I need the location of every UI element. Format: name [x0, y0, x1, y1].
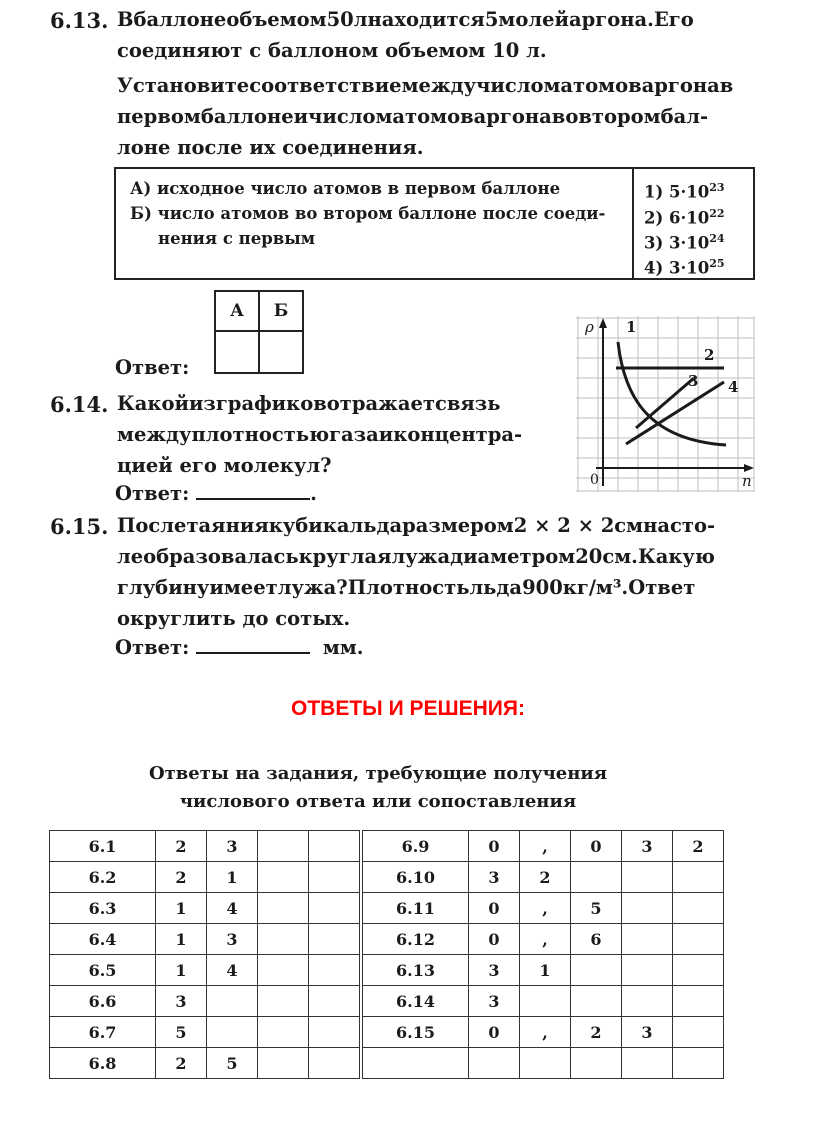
- answer-digit-cell: [309, 1017, 362, 1048]
- task-6-13-instruction-line-1: [117, 70, 755, 101]
- answer-digit-cell: [258, 1017, 309, 1048]
- task-number-cell: 6.15: [361, 1017, 469, 1048]
- word: между: [401, 74, 477, 97]
- matching-item-a: А) исходное число атомов в первом баллоне: [130, 179, 561, 198]
- task-6-13-instruction: [117, 70, 755, 163]
- answer-digit-cell: 2: [571, 1017, 622, 1048]
- word: лужа: [391, 545, 451, 568]
- word: лужа?: [277, 576, 348, 599]
- option-4-exp: 25: [709, 257, 725, 270]
- answers-table-body: [50, 831, 724, 1079]
- answers-table: [49, 830, 724, 1079]
- word: 900: [522, 576, 563, 599]
- graph-curve-label-3: 3: [688, 372, 699, 390]
- table-row: [50, 955, 724, 986]
- word: атомов: [392, 105, 474, 128]
- task-6-14-answer-blank[interactable]: [196, 480, 310, 500]
- word: льда: [349, 514, 403, 537]
- matching-left-column: [116, 169, 634, 278]
- answer-digit-cell: 0: [571, 831, 622, 862]
- answer-digit-cell: [258, 831, 309, 862]
- task-number-cell: 6.4: [50, 924, 156, 955]
- answer-digit-cell: [571, 955, 622, 986]
- task-6-13-line-1: [117, 4, 755, 35]
- answer-digit-cell: ,: [520, 924, 571, 955]
- word: отражает: [326, 392, 435, 415]
- word: бал-: [660, 105, 709, 128]
- answer-digit-cell: [207, 1017, 258, 1048]
- word: аргона: [641, 74, 720, 97]
- task-number-cell: 6.7: [50, 1017, 156, 1048]
- answer-digit-cell: 3: [469, 986, 520, 1017]
- word: таяния: [186, 514, 269, 537]
- task-6-15-line-2: [117, 541, 755, 572]
- answer-digit-cell: 3: [622, 1017, 673, 1048]
- answer-digit-cell: 0: [469, 893, 520, 924]
- answer-grid-6-13: [214, 290, 304, 374]
- word: После: [117, 514, 187, 537]
- answer-digit-cell: 3: [622, 831, 673, 862]
- density-concentration-graph: [576, 316, 756, 492]
- word: кубика: [268, 514, 350, 537]
- graph-x-axis-arrow: [744, 464, 754, 472]
- graph-y-label: ρ: [585, 318, 594, 336]
- answer-digit-cell: 1: [520, 955, 571, 986]
- word: см.: [602, 545, 638, 568]
- answer-digit-cell: [571, 986, 622, 1017]
- option-1-exp: 23: [709, 181, 725, 194]
- word: числом: [476, 74, 561, 97]
- task-6-15-answer-unit: мм.: [322, 636, 364, 659]
- word: Какую: [637, 545, 715, 568]
- word: Плотность: [347, 576, 470, 599]
- graph-origin-label: 0: [590, 472, 599, 488]
- word: и: [293, 105, 309, 128]
- word: глубину: [117, 576, 210, 599]
- answer-digit-cell: [673, 893, 724, 924]
- answer-digit-cell: ,: [520, 893, 571, 924]
- answer-digit-cell: 1: [156, 924, 207, 955]
- task-6-14-number: 6.14.: [50, 392, 109, 417]
- task-6-13-number: 6.13.: [50, 8, 109, 33]
- word: атомов: [560, 74, 642, 97]
- task-6-14-line-1: [117, 388, 540, 419]
- task-6-15-number: 6.15.: [50, 514, 109, 539]
- word: объемом: [226, 8, 327, 31]
- answer-digit-cell: [309, 893, 362, 924]
- answer-digit-cell: 3: [469, 862, 520, 893]
- table-row: [50, 986, 724, 1017]
- answer-digit-cell: [571, 862, 622, 893]
- answers-heading: ОТВЕТЫ И РЕШЕНИЯ:: [291, 697, 525, 720]
- answer-digit-cell: [673, 1048, 724, 1079]
- word: льда: [469, 576, 523, 599]
- word: кг/м³.: [562, 576, 629, 599]
- answer-digit-cell: [309, 924, 362, 955]
- table-row: [50, 924, 724, 955]
- answer-digit-cell: [673, 955, 724, 986]
- task-6-14-answer: [115, 480, 317, 505]
- word: Его: [653, 8, 694, 31]
- answer-digit-cell: [258, 1048, 309, 1079]
- grid-answer-b[interactable]: [259, 331, 303, 373]
- answer-digit-cell: [622, 924, 673, 955]
- answer-digit-cell: 3: [207, 831, 258, 862]
- answer-digit-cell: [622, 862, 673, 893]
- task-number-cell: 6.3: [50, 893, 156, 924]
- word: сто-: [670, 514, 716, 537]
- matching-item-b: Б) число атомов во втором баллоне после соеди-: [130, 204, 606, 223]
- answer-digit-cell: 0: [469, 831, 520, 862]
- answer-digit-cell: [673, 986, 724, 1017]
- task-number-cell: 6.14: [361, 986, 469, 1017]
- table-row: [50, 1048, 724, 1079]
- task-number-cell: 6.2: [50, 862, 156, 893]
- answer-digit-cell: [309, 831, 362, 862]
- answer-digit-cell: [622, 1048, 673, 1079]
- word: на: [643, 514, 671, 537]
- word: в: [719, 74, 734, 97]
- word: числом: [308, 105, 393, 128]
- answer-digit-cell: [520, 1048, 571, 1079]
- word: первом: [117, 105, 201, 128]
- option-3-exp: 24: [709, 232, 725, 245]
- answer-digit-cell: 1: [207, 862, 258, 893]
- answer-digit-cell: 4: [207, 893, 258, 924]
- word: 5: [484, 8, 499, 31]
- answer-digit-cell: [258, 986, 309, 1017]
- word: образовалась: [143, 545, 299, 568]
- answer-digit-cell: 2: [673, 831, 724, 862]
- word: Установите: [117, 74, 250, 97]
- option-4: [644, 251, 725, 282]
- word: имеет: [209, 576, 278, 599]
- task-number-cell: [361, 1048, 469, 1079]
- answers-table-title-line-2: числового ответа или сопоставления: [179, 791, 577, 812]
- word: 50: [326, 8, 354, 31]
- word: графиков: [215, 392, 327, 415]
- task-number-cell: 6.8: [50, 1048, 156, 1079]
- task-number-cell: 6.6: [50, 986, 156, 1017]
- answer-digit-cell: [469, 1048, 520, 1079]
- graph-curve-label-1: 1: [626, 318, 637, 336]
- word: из: [188, 392, 216, 415]
- word: баллоне: [133, 8, 227, 31]
- answer-digit-cell: 3: [469, 955, 520, 986]
- word: соответствие: [249, 74, 402, 97]
- task-6-14-answer-suffix: .: [310, 482, 317, 505]
- word: см: [614, 514, 644, 537]
- option-4-label: 4) 3·10: [644, 258, 710, 278]
- task-number-cell: 6.13: [361, 955, 469, 986]
- grid-header-b: Б: [259, 291, 303, 331]
- task-6-13-instruction-line-3: лоне после их соединения.: [117, 136, 424, 159]
- word: во: [551, 105, 579, 128]
- answers-table-title-line-1: Ответы на задания, требующие получения: [148, 763, 608, 784]
- answer-digit-cell: 2: [156, 1048, 207, 1079]
- task-number-cell: 6.9: [361, 831, 469, 862]
- graph-y-axis-arrow: [599, 318, 607, 328]
- answer-digit-cell: [309, 1048, 362, 1079]
- answer-digit-cell: [622, 986, 673, 1017]
- task-6-14-text: [117, 388, 540, 481]
- answer-digit-cell: [258, 955, 309, 986]
- task-number-cell: 6.11: [361, 893, 469, 924]
- answer-digit-cell: [622, 893, 673, 924]
- answer-digit-cell: [673, 924, 724, 955]
- task-number-cell: 6.1: [50, 831, 156, 862]
- option-3-label: 3) 3·10: [644, 233, 710, 253]
- answer-digit-cell: 5: [207, 1048, 258, 1079]
- word: и: [378, 423, 394, 446]
- task-number-cell: 6.10: [361, 862, 469, 893]
- answer-digit-cell: 1: [156, 955, 207, 986]
- word: связь: [434, 392, 501, 415]
- grid-header-a: А: [215, 291, 259, 331]
- answer-digit-cell: [258, 862, 309, 893]
- task-6-15-answer-blank[interactable]: [196, 634, 310, 654]
- word: круглая: [298, 545, 392, 568]
- answer-digit-cell: 5: [571, 893, 622, 924]
- answer-digit-cell: [673, 1017, 724, 1048]
- answer-digit-cell: 4: [207, 955, 258, 986]
- word: В: [117, 8, 134, 31]
- task-6-14-line-2: [117, 419, 540, 450]
- task-6-13-text: [117, 4, 755, 66]
- answer-digit-cell: [309, 955, 362, 986]
- graph-curve-label-4: 4: [728, 378, 739, 396]
- option-1-label: 1) 5·10: [644, 182, 710, 202]
- answer-digit-cell: [207, 986, 258, 1017]
- graph-curve-label-2: 2: [704, 346, 715, 364]
- word: аргона.: [569, 8, 654, 31]
- matching-box: [114, 167, 755, 280]
- answer-digit-cell: ,: [520, 1017, 571, 1048]
- answer-digit-cell: 2: [156, 862, 207, 893]
- answer-digit-cell: [309, 862, 362, 893]
- task-6-15-answer: [115, 634, 364, 659]
- task-6-13-instruction-line-2: [117, 101, 755, 132]
- word: находится: [367, 8, 485, 31]
- task-number-cell: 6.5: [50, 955, 156, 986]
- task-6-15-line-1: [117, 510, 755, 541]
- grid-answer-a[interactable]: [215, 331, 259, 373]
- answer-digit-cell: 3: [156, 986, 207, 1017]
- word: баллоне: [200, 105, 294, 128]
- answer-digit-cell: [309, 986, 362, 1017]
- answer-digit-cell: 0: [469, 924, 520, 955]
- task-6-13-line-2: соединяют с баллоном объемом 10 л.: [117, 39, 547, 62]
- answer-digit-cell: 0: [469, 1017, 520, 1048]
- option-2-exp: 22: [709, 207, 725, 220]
- word: втором: [578, 105, 661, 128]
- answer-digit-cell: 1: [156, 893, 207, 924]
- answers-table-title: [48, 760, 708, 816]
- word: плотностью: [191, 423, 330, 446]
- word: диаметром: [450, 545, 576, 568]
- task-6-14-line-3: цией его молекул?: [117, 454, 332, 477]
- answer-digit-cell: 3: [207, 924, 258, 955]
- answer-digit-cell: [520, 986, 571, 1017]
- task-6-15-answer-label: Ответ:: [115, 636, 190, 659]
- word: концентра-: [393, 423, 523, 446]
- word: размером: [402, 514, 514, 537]
- word: 20: [575, 545, 603, 568]
- matching-item-b-continued: нения с первым: [158, 229, 316, 248]
- word: ле: [117, 545, 144, 568]
- option-2-label: 2) 6·10: [644, 208, 710, 228]
- task-6-15-line-3: [117, 572, 755, 603]
- answer-digit-cell: 2: [520, 862, 571, 893]
- task-number-cell: 6.12: [361, 924, 469, 955]
- word: между: [117, 423, 192, 446]
- table-row: [50, 1017, 724, 1048]
- answer-digit-cell: [571, 1048, 622, 1079]
- answer-digit-cell: 2: [156, 831, 207, 862]
- word: газа: [329, 423, 379, 446]
- table-row: [50, 893, 724, 924]
- table-row: [50, 862, 724, 893]
- answer-digit-cell: ,: [520, 831, 571, 862]
- table-row: [50, 831, 724, 862]
- task-6-14-answer-label: Ответ:: [115, 482, 190, 505]
- word: л: [353, 8, 368, 31]
- answer-digit-cell: 5: [156, 1017, 207, 1048]
- answer-digit-cell: [622, 955, 673, 986]
- word: аргона: [473, 105, 552, 128]
- answer-digit-cell: [673, 862, 724, 893]
- word: молей: [498, 8, 569, 31]
- word: 2 × 2 × 2: [513, 514, 615, 537]
- task-6-13-answer-label: Ответ:: [115, 356, 190, 379]
- graph-x-label: n: [742, 472, 752, 490]
- answer-digit-cell: [258, 924, 309, 955]
- task-6-15-text: [117, 510, 755, 634]
- answer-digit-cell: [258, 893, 309, 924]
- word: Какой: [117, 392, 189, 415]
- task-6-15-line-4: округлить до сотых.: [117, 607, 351, 630]
- word: Ответ: [628, 576, 696, 599]
- answer-digit-cell: 6: [571, 924, 622, 955]
